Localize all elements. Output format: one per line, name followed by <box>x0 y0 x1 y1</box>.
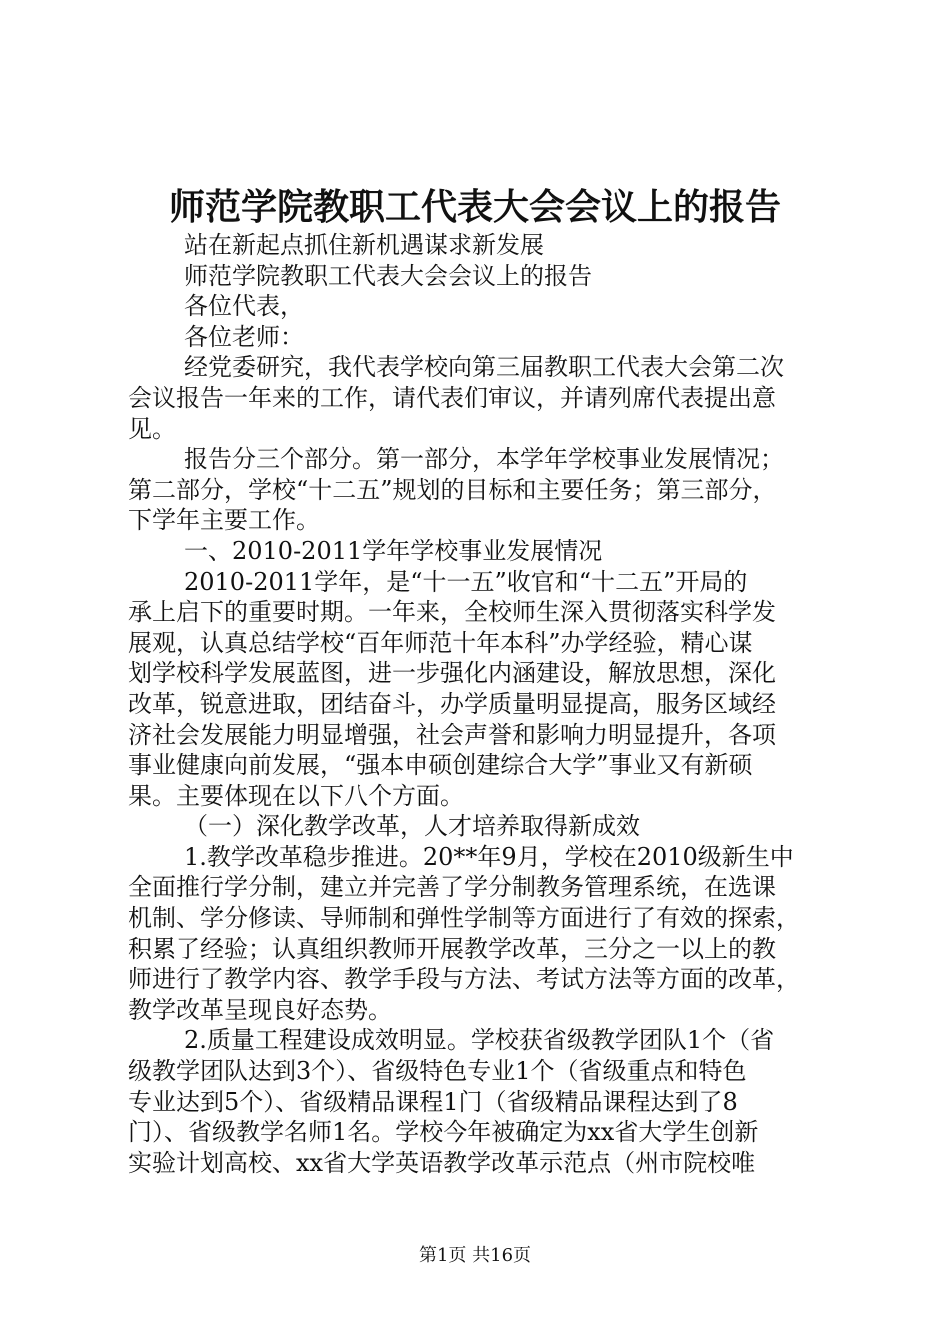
paragraph-line: 机制、学分修读、导师制和弹性学制等方面进行了有效的探索， <box>128 904 800 933</box>
subsection-heading: （一）深化教学改革，人才培养取得新成效 <box>184 812 640 841</box>
paragraph-line: 教学改革呈现良好态势。 <box>128 995 392 1024</box>
paragraph-line: 承上启下的重要时期。一年来，全校师生深入贯彻落实科学发 <box>128 598 776 627</box>
paragraph-line: 划学校科学发展蓝图，进一步强化内涵建设，解放思想，深化 <box>128 659 776 688</box>
paragraph-line: 果。主要体现在以下八个方面。 <box>128 781 464 810</box>
page-footer: 第1页 共16页 <box>418 1245 532 1266</box>
document-body <box>128 230 832 1178</box>
paragraph-line: 济社会发展能力明显增强，社会声誉和影响力明显提升，各项 <box>128 720 776 749</box>
paragraph-line: 见。 <box>128 414 176 443</box>
document-title: 师范学院教职工代表大会会议上的报告 <box>168 186 781 228</box>
paragraph-line: 会议报告一年来的工作，请代表们审议，并请列席代表提出意 <box>128 383 776 412</box>
salutation-line: 各位老师： <box>184 322 304 351</box>
paragraph-line: 级教学团队达到3个）、省级特色专业1个（省级重点和特色 <box>128 1057 747 1086</box>
paragraph-line: 全面推行学分制，建立并完善了学分制教务管理系统，在选课 <box>128 873 776 902</box>
paragraph-line: 专业达到5个）、省级精品课程1门（省级精品课程达到了8 <box>128 1087 738 1116</box>
paragraph-line: 第二部分，学校“十二五”规划的目标和主要任务；第三部分， <box>128 475 777 504</box>
section-heading: 一、2010-2011学年学校事业发展情况 <box>184 536 603 565</box>
subtitle-line: 师范学院教职工代表大会会议上的报告 <box>184 261 592 290</box>
paragraph-line: 实验计划高校、xx省大学英语教学改革示范点（州市院校唯 <box>128 1148 756 1177</box>
subtitle-line: 站在新起点抓住新机遇谋求新发展 <box>184 231 544 259</box>
paragraph-line: 改革，锐意进取，团结奋斗，办学质量明显提高，服务区域经 <box>128 689 776 718</box>
paragraph-line: 事业健康向前发展，“强本申硕创建综合大学”事业又有新硕 <box>128 751 753 780</box>
paragraph-line: 1.教学改革稳步推进。20**年9月，学校在2010级新生中 <box>184 842 794 871</box>
paragraph-line: 报告分三个部分。第一部分，本学年学校事业发展情况； <box>184 445 784 474</box>
paragraph-line: 积累了经验；认真组织教师开展教学改革，三分之一以上的教 <box>128 934 776 963</box>
paragraph-line: 门）、省级教学名师1名。学校今年被确定为xx省大学生创新 <box>128 1118 759 1147</box>
paragraph-line: 2.质量工程建设成效明显。学校获省级教学团队1个（省 <box>184 1026 775 1055</box>
salutation-line: 各位代表， <box>184 292 304 321</box>
paragraph-line: 下学年主要工作。 <box>128 506 320 535</box>
paragraph-line: 2010-2011学年，是“十一五”收官和“十二五”开局的 <box>184 567 748 596</box>
paragraph-line: 经党委研究，我代表学校向第三届教职工代表大会第二次 <box>184 353 784 382</box>
paragraph-line: 展观，认真总结学校“百年师范十年本科”办学经验，精心谋 <box>128 628 753 657</box>
paragraph-line: 师进行了教学内容、教学手段与方法、考试方法等方面的改革， <box>128 965 800 994</box>
